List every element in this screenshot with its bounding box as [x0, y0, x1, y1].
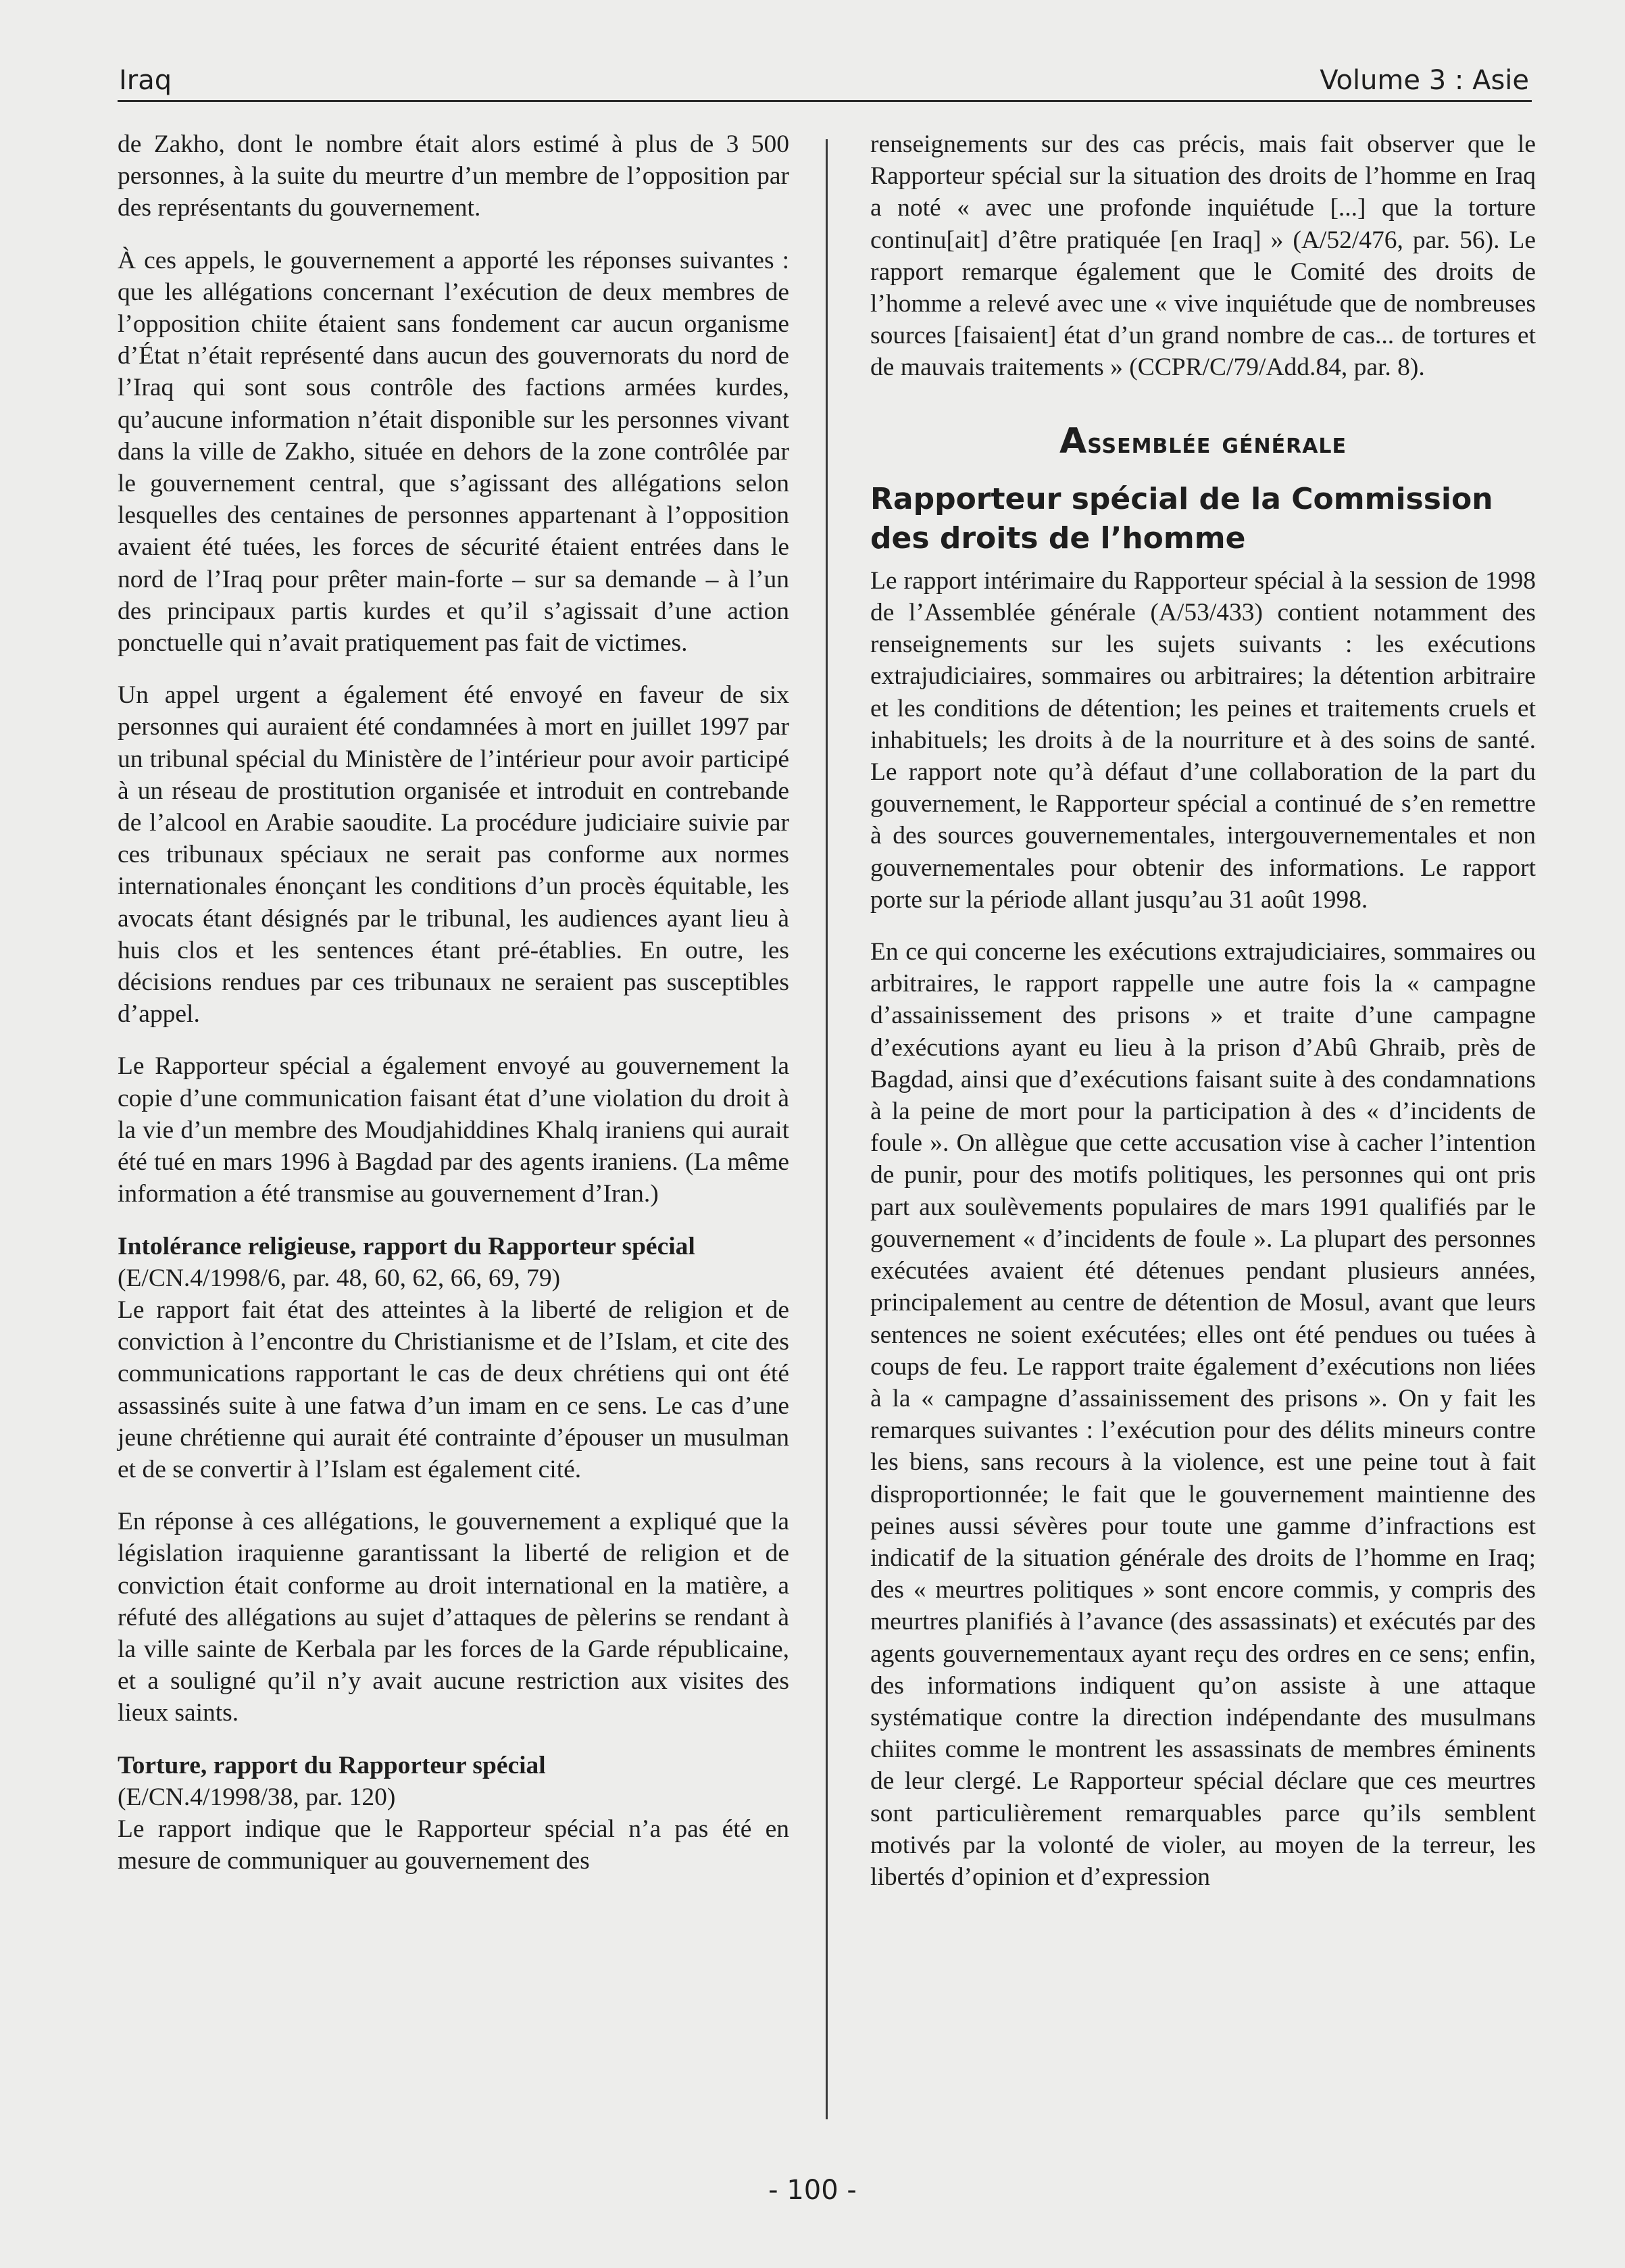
left-column [118, 128, 789, 1897]
section-heading [870, 420, 1536, 462]
paragraph: En réponse à ces allégations, le gouvernement a expliqué que la législation iraquienne garantissant la liberté de religion et de conviction était conforme au droit international en la matière, a réfuté des allégations au sujet d’attaques de pèlerins se rendant à la ville sainte de Kerbala par les forces de la Garde républicaine, et a souligné qu’il n’y avait aucune restriction aux visites des lieux saints. [118, 1508, 789, 1727]
subsection-heading: Rapporteur spécial de la Commission des droits de l’homme [870, 481, 1493, 556]
section-heading-initial: A [1059, 420, 1088, 462]
paragraph: En ce qui concerne les exécutions extrajudiciaires, sommaires ou arbitraires, le rapport rappelle une autre fois la « campagne d’assainissement des prisons » et traite d’une campagne d’exécutions ayant eu lieu à la prison d’Abû Ghraib, près de Bagdad, ainsi que d’exécutions faisant suite à des condamnations à la peine de mort pour la participation à des « d’incidents de foule ». On allègue que cette accusation vise à cacher l’intention de punir, pour des motifs politiques, les personnes qui ont pris part aux soulèvements populaires de mars 1991 qualifiés par le gouvernement « d’incidents de foule ». La plupart des personnes exécutées avaient été détenues pendant plusieurs années, principalement au centre de détention de Mosul, avant que leurs sentences ne soient exécutées; elles ont été pendues ou tuées à coups de feu. Le rapport traite également d’exécutions non liées à la « campagne d’assainissement des prisons ». On y fait les remarques suivantes : l’exécution pour des délits mineurs contre les biens, sans recours à la violence, est une peine tout à fait disproportionnée; le fait que le gouvernement maintienne des peines aussi sévères pour toute une gamme d’infractions est indicatif de la situation générale des droits de l’homme en Iraq; des « meurtres politiques » sont encore commis, y compris des meurtres planifiés à l’avance (des assassinats) et exécutés par des agents gouvernementaux ayant reçu des ordres en ce sens; enfin, des informations indiquent qu’on assiste à une attaque systématique contre la direction indépendante des musulmans chiites comme le montrent les assassinats de membres éminents de leur clergé. Le Rapporteur spécial déclare que ces meurtres sont particulièrement remarquables parce qu’ils semblent motivés par la volonté de violer, au moyen de la terreur, les libertés d’opinion et d’expression [870, 938, 1536, 1891]
header-volume: Volume 3 : Asie [1320, 65, 1529, 96]
paragraph: de Zakho, dont le nombre était alors estimé à plus de 3 500 personnes, à la suite du meurtre d’un membre de l’opposition par des représentants du gouvernement. [118, 130, 789, 222]
subheading-religious-intolerance [118, 1231, 789, 1294]
column-divider [826, 139, 828, 2119]
paragraph: À ces appels, le gouvernement a apporté les réponses suivantes : que les allégations concernant l’exécution de deux membres de l’opposition chiite étaient sans fondement car aucun organisme d’État n’était représenté dans aucun des gouvernorats du nord de l’Iraq qui sont sous contrôle des factions armées kurdes, qu’aucune information n’était disponible sur les personnes vivant dans la ville de Zakho, située en dehors de la zone contrôlée par le gouvernement central, que s’agissant des allégations selon lesquelles des centaines de personnes appartenant à l’opposition avaient été tuées, les forces de sécurité étaient entrées dans le nord de l’Iraq pour prêter main-forte – sur sa demande – à l’un des principaux partis kurdes et qu’il s’agissait d’une action ponctuelle qui n’avait pratiquement pas fait de victimes. [118, 246, 789, 658]
paragraph: Le rapport fait état des atteintes à la liberté de religion et de conviction à l’encontre du Christianisme et de l’Islam, et cite des communications rapportant le cas de deux chrétiens qui ont été assassinés suite à une fatwa d’un imam en ce sens. Le cas d’une jeune chrétienne qui aurait été contrainte d’épouser un musulman et de se convertir à l’Islam est également cité. [118, 1296, 789, 1483]
paragraph: renseignements sur des cas précis, mais fait observer que le Rapporteur spécial sur la situation des droits de l’homme en Iraq a noté « avec une profonde inquiétude [...] que la torture continu[ait] d’être pratiquée [en Iraq] » (A/52/476, par. 56). Le rapport remarque également que le Comité des droits de l’homme a relevé avec une « vive inquiétude que de nombreuses sources [faisaient] état d’un grand nombre de cas... de tortures et de mauvais traitements » (CCPR/C/79/Add.84, par. 8). [870, 130, 1536, 382]
right-column [870, 128, 1536, 1913]
page-header [118, 55, 1532, 102]
subheading-reference: (E/CN.4/1998/6, par. 48, 60, 62, 66, 69, 79) [118, 1264, 561, 1292]
paragraph: Un appel urgent a également été envoyé en faveur de six personnes qui auraient été condamnées à mort en juillet 1997 par un tribunal spécial du Ministère de l’intérieur pour avoir participé à un réseau de prostitution organisée et introduit en contrebande de l’alcool en Arabie saoudite. La procédure judiciaire suivie par ces tribunaux spéciaux ne serait pas conforme aux normes internationales énonçant les conditions d’un procès équitable, les avocats étant désignés par le tribunal, les audiences ayant lieu à huis clos et les sentences étant pré-établies. En outre, les décisions rendues par ces tribunaux ne seraient pas susceptibles d’appel. [118, 681, 789, 1029]
page-number: - 100 - [768, 2175, 857, 2206]
header-country: Iraq [119, 65, 172, 96]
paragraph: Le rapport indique que le Rapporteur spécial n’a pas été en mesure de communiquer au gouvernement des [118, 1815, 789, 1875]
subheading-title: Torture, rapport du Rapporteur spécial [118, 1751, 546, 1779]
paragraph: Le Rapporteur spécial a également envoyé au gouvernement la copie d’une communication faisant état d’une violation du droit à la vie d’un membre des Moudjahiddines Khalq iraniens qui aurait été tué en mars 1996 à Bagdad par des agents iraniens. (La même information a été transmise au gouvernement d’Iran.) [118, 1052, 789, 1208]
paragraph: Le rapport intérimaire du Rapporteur spécial à la session de 1998 de l’Assemblée générale (A/53/433) contient notamment des renseignements sur les sujets suivants : les exécutions extrajudiciaires, sommaires ou arbitraires; la détention arbitraire et les conditions de détention; les peines et traitements cruels et inhabituels; les droits à de la nourriture et à des soins de santé. Le rapport note qu’à défaut d’une collaboration de la part du gouvernement, le Rapporteur spécial a continué de s’en remettre à des sources gouvernementales, intergouvernementales et non gouvernementales pour obtenir des informations. Le rapport porte sur la période allant jusqu’au 31 août 1998. [870, 566, 1536, 914]
subheading-title: Intolérance religieuse, rapport du Rapporteur spécial [118, 1232, 695, 1260]
subheading-reference: (E/CN.4/1998/38, par. 120) [118, 1783, 396, 1811]
section-heading-rest: ssemblée générale [1087, 426, 1347, 460]
subheading-torture [118, 1750, 789, 1813]
